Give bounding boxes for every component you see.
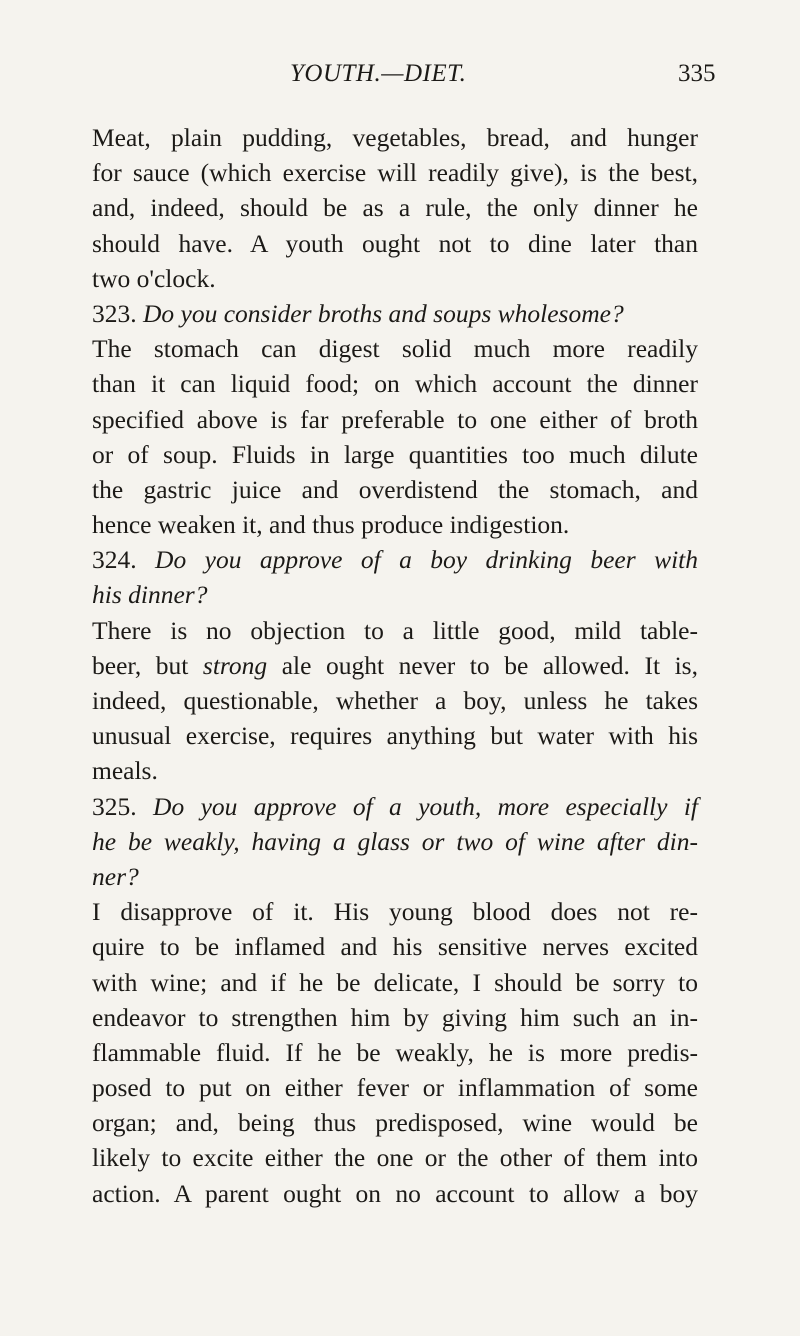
text-segment: quire to be inflamed and his sensitive nerves excited <box>92 932 698 962</box>
text-line <box>92 226 698 261</box>
text-line <box>92 753 698 788</box>
text-segment: posed to put on either fever or inflammation of some <box>92 1073 698 1103</box>
text-segment: action. A parent ought on no account to allow a boy <box>92 1178 698 1208</box>
text-segment: Meat, plain pudding, vegetables, bread, and hunger <box>92 123 698 152</box>
running-title: YOUTH.—DIET. <box>290 60 467 87</box>
text-line <box>92 507 698 542</box>
text-line <box>92 1000 698 1035</box>
text-line <box>92 190 698 225</box>
text-line <box>92 366 698 401</box>
text-segment: There is no objection to a little good, mild table- <box>92 615 698 645</box>
text-line <box>92 613 698 648</box>
text-segment: with wine; and if he be delicate, I should be sorry to <box>92 967 698 997</box>
text-segment: two o'clock. <box>92 263 216 293</box>
text-segment: flammable fluid. If he be weakly, he is more predis- <box>92 1037 698 1067</box>
italic-text-segment: Do you consider broths and soups wholesome? <box>143 298 624 328</box>
text-segment: than it can liquid food; on which account the dinner <box>92 369 698 399</box>
text-segment: for sauce (which exercise will readily give), is the best, <box>92 158 698 188</box>
italic-text-segment: Do you approve of a youth, more especially if <box>153 791 699 821</box>
text-line <box>92 402 698 437</box>
text-line <box>92 824 698 859</box>
italic-text-segment: he be weakly, having a glass or two of wine after din- <box>92 826 698 856</box>
text-segment: meals. <box>92 756 158 786</box>
text-segment: or of soup. Fluids in large quantities too much dilute <box>92 439 698 469</box>
text-segment: I disapprove of it. His young blood does not re- <box>92 897 698 927</box>
text-line <box>92 542 698 577</box>
text-line <box>92 789 698 824</box>
italic-text-segment: Do you approve of a boy drinking beer with <box>155 545 699 575</box>
text-line <box>92 718 698 753</box>
text-segment: specified above is far preferable to one either of broth <box>92 404 698 434</box>
text-line <box>92 261 698 296</box>
text-line <box>92 472 698 507</box>
text-line <box>92 894 698 929</box>
text-segment: unusual exercise, requires anything but water with his <box>92 721 698 751</box>
text-line <box>92 296 698 331</box>
text-line <box>92 155 698 190</box>
text-line <box>92 683 698 718</box>
italic-text-segment: strong <box>202 650 268 680</box>
text-line <box>92 1035 698 1070</box>
text-line <box>92 1105 698 1140</box>
running-head <box>0 60 800 100</box>
text-segment: 324. <box>92 545 156 575</box>
text-segment: likely to excite either the one or the other of them into <box>92 1143 698 1173</box>
text-segment: hence weaken it, and thus produce indigestion. <box>92 510 570 540</box>
text-line <box>92 965 698 1000</box>
text-line <box>92 929 698 964</box>
text-line <box>92 437 698 472</box>
text-segment: 325. <box>92 791 154 821</box>
text-segment: indeed, questionable, whether a boy, unless he takes <box>92 686 698 715</box>
text-segment: endeavor to strengthen him by giving him such an in- <box>92 1002 698 1032</box>
text-segment: organ; and, being thus predisposed, wine would be <box>92 1108 698 1138</box>
text-segment: the gastric juice and overdistend the stomach, and <box>92 474 698 504</box>
text-segment: beer, but <box>92 650 203 680</box>
text-segment: should have. A youth ought not to dine later than <box>92 228 698 258</box>
italic-text-segment: ner? <box>92 861 139 891</box>
body-text <box>92 120 698 1211</box>
text-line <box>92 1070 698 1105</box>
text-segment: The stomach can digest solid much more readily <box>92 334 698 364</box>
text-segment: 323. <box>92 298 143 328</box>
text-line <box>92 577 698 612</box>
page-number: 335 <box>678 60 716 87</box>
text-line <box>92 331 698 366</box>
text-line <box>92 1176 698 1211</box>
text-segment: and, indeed, should be as a rule, the only dinner he <box>92 193 698 223</box>
text-segment: ale ought never to be allowed. It is, <box>267 650 698 680</box>
italic-text-segment: his dinner? <box>92 580 208 610</box>
text-line <box>92 648 698 683</box>
text-line <box>92 1140 698 1175</box>
text-line <box>92 120 698 155</box>
text-line <box>92 859 698 894</box>
